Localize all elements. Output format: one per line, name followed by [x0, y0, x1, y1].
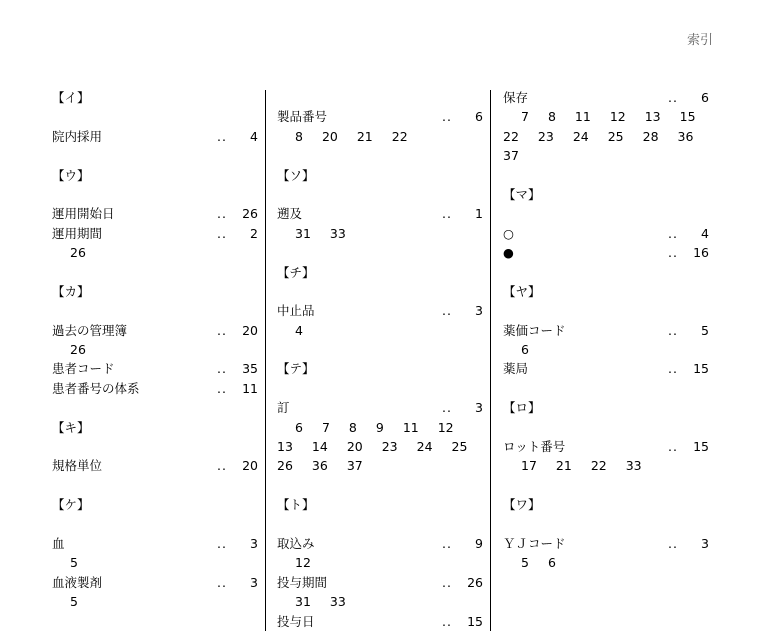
leader-dots: ..	[217, 128, 227, 144]
page-number: 26	[467, 574, 483, 590]
page-number: 3	[701, 535, 709, 551]
leader-dots: ..	[217, 206, 227, 222]
blank-line	[277, 243, 483, 262]
page-ref: 26	[70, 245, 86, 261]
page-ref: 7	[521, 109, 529, 125]
page-ref: 22	[590, 458, 607, 474]
index-entry	[52, 127, 258, 146]
blank-line	[52, 476, 258, 495]
page-number: 26	[242, 206, 258, 222]
page-number: 1	[475, 206, 483, 222]
index-term: 血	[52, 535, 65, 551]
page-list	[277, 127, 483, 146]
page-ref: 33	[625, 458, 642, 474]
section-heading: 【ソ】	[277, 167, 315, 183]
index-term: 運用開始日	[52, 206, 115, 222]
index-entry	[52, 204, 258, 223]
index-term: 患者番号の体系	[52, 380, 140, 396]
blank-line	[52, 263, 258, 282]
index-term: 取込み	[277, 535, 315, 551]
page-ref: 12	[295, 555, 311, 571]
blank-line	[277, 88, 483, 107]
page-ref: 6	[521, 342, 529, 358]
section-heading: 【キ】	[52, 419, 90, 435]
leader-dots: ..	[217, 458, 227, 474]
page-list	[277, 224, 483, 243]
index-entry	[52, 379, 258, 398]
leader-dots: ..	[217, 574, 227, 590]
blank-line	[277, 476, 483, 495]
page-list	[52, 243, 258, 262]
leader-dots: ..	[442, 574, 452, 590]
blank-line	[503, 418, 709, 437]
index-term: 訂	[277, 400, 290, 416]
blank-line	[52, 146, 258, 165]
index-term: ●	[503, 245, 514, 261]
page-ref: 37	[346, 458, 363, 474]
blank-line	[52, 301, 258, 320]
page-ref: 20	[346, 439, 363, 455]
section-heading: 【イ】	[52, 90, 90, 105]
leader-dots: ..	[217, 380, 227, 396]
section-heading: 【チ】	[277, 264, 315, 280]
blank-line	[52, 398, 258, 417]
index-entry	[277, 573, 483, 592]
page-ref: 8	[348, 419, 357, 435]
page-list	[277, 418, 483, 437]
index-term: 血液製剤	[52, 574, 103, 590]
page-ref: 9	[375, 419, 384, 435]
index-term: 院内採用	[52, 128, 103, 144]
page-ref: 13	[644, 109, 661, 125]
page-ref: 25	[607, 128, 624, 144]
index-term: ＹＪコード	[503, 535, 566, 551]
index-entry	[503, 243, 709, 262]
leader-dots: ..	[668, 245, 678, 261]
page-number: 6	[701, 90, 709, 105]
index-entry	[503, 88, 709, 107]
page-ref: 26	[70, 342, 86, 358]
page-list	[277, 321, 483, 340]
blank-line	[277, 282, 483, 301]
section-heading: 【ト】	[277, 497, 315, 513]
leader-dots: ..	[442, 535, 452, 551]
blank-line	[277, 515, 483, 534]
page-number: 2	[250, 225, 258, 241]
page-ref: 23	[381, 439, 398, 455]
page-ref: 5	[70, 594, 78, 610]
index-entry	[277, 301, 483, 320]
index-entry	[503, 534, 709, 553]
blank-line	[52, 185, 258, 204]
page-ref: 24	[572, 128, 589, 144]
page-ref: 26	[277, 458, 293, 474]
page-number: 6	[475, 109, 483, 125]
blank-line	[277, 379, 483, 398]
index-entry	[503, 359, 709, 378]
index-term: 製品番号	[277, 109, 328, 125]
leader-dots: ..	[668, 361, 678, 377]
index-term: 規格単位	[52, 458, 103, 474]
leader-dots: ..	[442, 109, 452, 125]
leader-dots: ..	[442, 206, 452, 222]
page-ref: 8	[295, 128, 303, 144]
leader-dots: ..	[442, 613, 452, 629]
index-entry	[277, 107, 483, 126]
page-ref: 5	[521, 555, 529, 571]
page-number: 11	[242, 380, 258, 396]
index-term: 患者コード	[52, 361, 115, 377]
leader-dots: ..	[217, 225, 227, 241]
page-number: 3	[475, 303, 483, 319]
leader-dots: ..	[442, 303, 452, 319]
page-number: 5	[701, 322, 709, 338]
page-list	[503, 107, 709, 126]
page-ref: 17	[521, 458, 537, 474]
page-ref: 22	[391, 128, 408, 144]
page-title: 索引	[687, 33, 714, 48]
leader-dots: ..	[668, 439, 678, 455]
page-ref: 36	[311, 458, 328, 474]
blank-line	[503, 263, 709, 282]
page-list	[277, 437, 483, 456]
index-term: ロット番号	[503, 439, 566, 455]
blank-line	[277, 146, 483, 165]
index-entry	[52, 321, 258, 340]
blank-line	[503, 476, 709, 495]
page-ref: 6	[295, 419, 303, 435]
leader-dots: ..	[442, 400, 452, 416]
page-ref: 36	[677, 128, 694, 144]
page-ref: 6	[547, 555, 556, 571]
leader-dots: ..	[668, 225, 678, 241]
page-ref: 28	[642, 128, 659, 144]
page-ref: 11	[574, 109, 591, 125]
page-number: 20	[242, 458, 258, 474]
index-entry	[503, 437, 709, 456]
page-list	[503, 340, 709, 359]
page-ref: 4	[295, 322, 303, 338]
page-list	[52, 340, 258, 359]
page-ref: 12	[609, 109, 626, 125]
index-entry	[503, 321, 709, 340]
page-ref: 8	[547, 109, 556, 125]
blank-line	[52, 515, 258, 534]
index-entry	[52, 224, 258, 243]
section-heading: 【ロ】	[503, 400, 541, 416]
index-entry	[277, 204, 483, 223]
page-number: 16	[693, 245, 709, 261]
leader-dots: ..	[217, 361, 227, 377]
page-number: 9	[475, 535, 483, 551]
page-ref: 31	[295, 225, 311, 241]
index-entry	[277, 398, 483, 417]
section-heading: 【ケ】	[52, 497, 90, 513]
page-ref: 21	[356, 128, 373, 144]
page-number: 3	[250, 574, 258, 590]
page-ref: 7	[321, 419, 330, 435]
page-ref: 25	[451, 439, 468, 455]
index-term: 薬価コード	[503, 322, 566, 338]
page-list	[503, 127, 709, 146]
page-list	[503, 553, 709, 572]
page-list	[277, 456, 483, 475]
page-number: 15	[693, 361, 709, 377]
page-ref: 12	[437, 419, 454, 435]
blank-line	[503, 204, 709, 223]
page-number: 3	[475, 400, 483, 416]
blank-line	[503, 301, 709, 320]
section-heading: 【ウ】	[52, 167, 90, 183]
blank-line	[503, 166, 709, 185]
leader-dots: ..	[668, 322, 678, 338]
leader-dots: ..	[217, 535, 227, 551]
index-entry	[52, 359, 258, 378]
page-ref: 20	[321, 128, 338, 144]
page-ref: 5	[70, 555, 78, 571]
index-column-3	[503, 88, 709, 631]
leader-dots: ..	[217, 322, 227, 338]
page-ref: 22	[503, 128, 519, 144]
page-ref: 13	[277, 439, 293, 455]
page-ref: 37	[503, 148, 519, 164]
page-list	[52, 553, 258, 572]
blank-line	[52, 107, 258, 126]
page-number: 4	[701, 225, 709, 241]
index-term: 中止品	[277, 303, 315, 319]
page-list	[277, 592, 483, 611]
index-term: 運用期間	[52, 225, 103, 241]
page-ref: 24	[416, 439, 433, 455]
column-divider	[265, 90, 266, 631]
index-term: 過去の管理簿	[52, 322, 128, 338]
index-entry	[52, 573, 258, 592]
page-ref: 15	[679, 109, 696, 125]
page-list	[277, 553, 483, 572]
page-ref: 14	[311, 439, 328, 455]
index-entry	[503, 224, 709, 243]
index-term: 投与日	[277, 613, 315, 629]
section-heading: 【カ】	[52, 283, 90, 299]
blank-line	[277, 185, 483, 204]
page-number: 35	[242, 361, 258, 377]
column-divider	[490, 90, 491, 631]
index-term: ○	[503, 225, 514, 241]
page-ref: 33	[329, 225, 346, 241]
page-number: 20	[242, 322, 258, 338]
page-ref: 23	[537, 128, 554, 144]
index-term: 薬局	[503, 361, 529, 377]
section-heading: 【ワ】	[503, 497, 541, 513]
index-entry	[277, 612, 483, 631]
section-heading: 【ヤ】	[503, 283, 541, 299]
index-term: 保存	[503, 90, 529, 105]
page-ref: 21	[555, 458, 572, 474]
index-entry	[52, 534, 258, 553]
section-heading: 【マ】	[503, 186, 541, 202]
page-number: 3	[250, 535, 258, 551]
index-term: 遡及	[277, 206, 303, 222]
index-column-1	[52, 88, 258, 631]
page-ref: 33	[329, 594, 346, 610]
page-number: 4	[250, 128, 258, 144]
blank-line	[277, 340, 483, 359]
index-term: 投与期間	[277, 574, 328, 590]
page-ref: 31	[295, 594, 311, 610]
section-heading: 【テ】	[277, 361, 315, 377]
leader-dots: ..	[668, 535, 678, 551]
index-entry	[52, 456, 258, 475]
blank-line	[503, 379, 709, 398]
page-list	[503, 146, 709, 165]
blank-line	[503, 515, 709, 534]
index-entry	[277, 534, 483, 553]
page-list	[52, 592, 258, 611]
page-number: 15	[467, 613, 483, 629]
page-list	[503, 456, 709, 475]
index-column-2	[277, 88, 483, 631]
leader-dots: ..	[668, 90, 678, 105]
page-ref: 11	[402, 419, 419, 435]
page-number: 15	[693, 439, 709, 455]
blank-line	[52, 437, 258, 456]
